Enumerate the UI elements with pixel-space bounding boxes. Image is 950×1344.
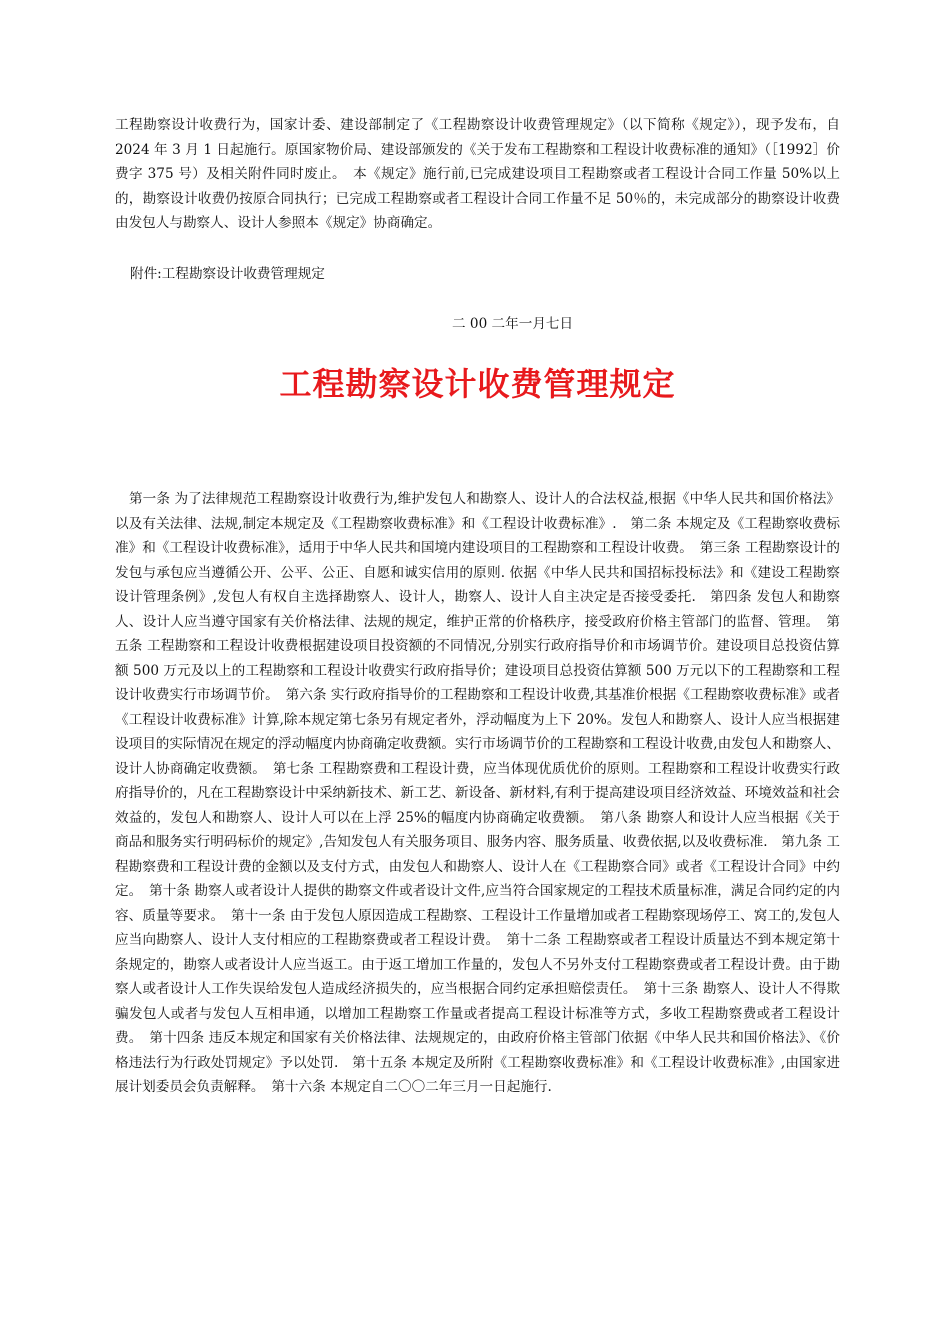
issue-date: 二 00 二年一月七日 (452, 316, 574, 332)
document-page (115, 113, 840, 1095)
attachment-line: 附件:工程勘察设计收费管理规定 (130, 266, 325, 282)
intro-paragraph: 工程勘察设计收费行为，国家计委、建设部制定了《工程勘察设计收费管理规定》（以下简称《规定》），现予发布，自 2024 年 3 月 1 日起施行。原国家物价局、建设部颁发的《关于发布工程勘察和工程设计收费标准的通知》（［1992］价费字 375 号）及相关附件同时废止。 本《规定》施行前,已完成建设项目工程勘察或者工程设计合同工作量 50%以上的，勘察设计收费仍按原合同执行；已完成工程勘察或者工程设计合同工作量不足 50％的，未完成部分的勘察设计收费由发包人与勘察人、设计人参照本《规定》协商确定。 (115, 117, 840, 231)
regulation-body: 第一条 为了法律规范工程勘察设计收费行为,维护发包人和勘察人、设计人的合法权益,根据《中华人民共和国价格法》以及有关法律、法规,制定本规定及《工程勘察收费标准》和《工程设计收费标准》. 第二条 本规定及《工程勘察收费标准》和《工程设计收费标准》，适用于中华人民共和国境内建设项目的工程勘察和工程设计收费。 第三条 工程勘察设计的发包与承包应当遵循公开、公平、公正、自愿和诚实信用的原则. 依据《中华人民共和国招标投标法》和《建设工程勘察设计管理条例》,发包人有权自主选择勘察人、设计人，勘察人、设计人自主决定是否接受委托. 第四条 发包人和勘察人、设计人应当遵守国家有关价格法律、法规的规定，维护正常的价格秩序，接受政府价格主管部门的监督、管理。 第五条 工程勘察和工程设计收费根据建设项目投资额的不同情况,分别实行政府指导价和市场调节价。建设项目总投资估算额 500 万元及以上的工程勘察和工程设计收费实行政府指导价；建设项目总投资估算额 500 万元以下的工程勘察和工程设计收费实行市场调节价。 第六条 实行政府指导价的工程勘察和工程设计收费,其基准价根据《工程勘察收费标准》或者《工程设计收费标准》计算,除本规定第七条另有规定者外，浮动幅度为上下 20%。发包人和勘察人、设计人应当根据建设项目的实际情况在规定的浮动幅度内协商确定收费额。实行市场调节价的工程勘察和工程设计收费,由发包人和勘察人、设计人协商确定收费额。 第七条 工程勘察费和工程设计费，应当体现优质优价的原则。工程勘察和工程设计收费实行政府指导价的，凡在工程勘察设计中采纳新技术、新工艺、新设备、新材料,有利于提高建设项目经济效益、环境效益和社会效益的，发包人和勘察人、设计人可以在上浮 25%的幅度内协商确定收费额。 第八条 勘察人和设计人应当根据《关于商品和服务实行明码标价的规定》,告知发包人有关服务项目、服务内容、服务质量、收费依据,以及收费标准. 第九条 工程勘察费和工程设计费的金额以及支付方式，由发包人和勘察人、设计人在《工程勘察合同》或者《工程设计合同》中约定。 第十条 勘察人或者设计人提供的勘察文件或者设计文件,应当符合国家规定的工程技术质量标准，满足合同约定的内容、质量等要求。 第十一条 由于发包人原因造成工程勘察、工程设计工作量增加或者工程勘察现场停工、窝工的,发包人应当向勘察人、设计人支付相应的工程勘察费或者工程设计费。 第十二条 工程勘察或者工程设计质量达不到本规定第十条规定的，勘察人或者设计人应当返工。由于返工增加工作量的，发包人不另外支付工程勘察费或者工程设计费。由于勘察人或者设计人工作失误给发包人造成经济损失的，应当根据合同约定承担赔偿责任。 第十三条 勘察人、设计人不得欺骗发包人或者与发包人互相串通，以增加工程勘察工作量或者提高工程设计标准等方式，多收工程勘察费或者工程设计费。 第十四条 违反本规定和国家有关价格法律、法规规定的，由政府价格主管部门依据《中华人民共和国价格法》、《价格违法行为行政处罚规定》予以处罚. 第十五条 本规定及所附《工程勘察收费标准》和《工程设计收费标准》,由国家进展计划委员会负责解释。 第十六条 本规定自二〇〇二年三月一日起施行. (115, 491, 840, 1095)
document-title: 工程勘察设计收费管理规定 (279, 365, 676, 403)
